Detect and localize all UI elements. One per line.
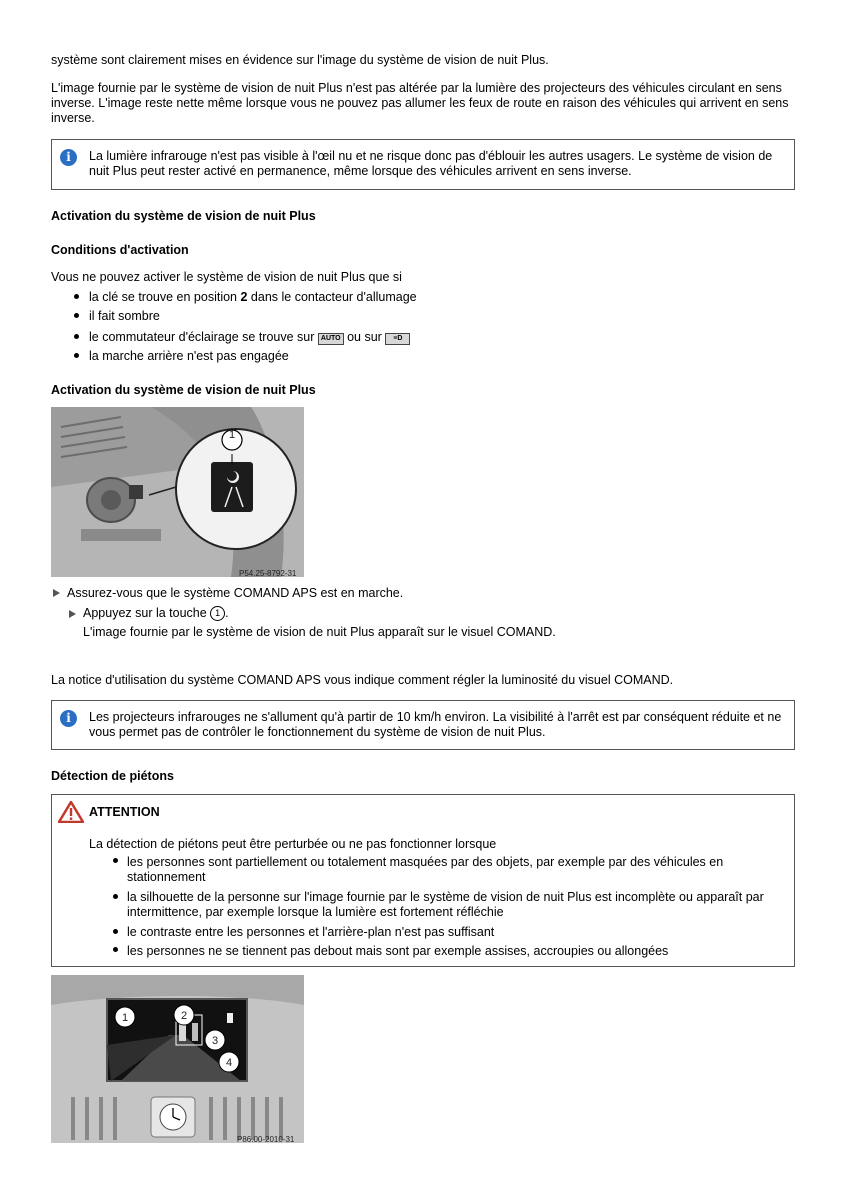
list-item: la marche arrière n'est pas engagée	[89, 349, 289, 363]
figure-code: P54.25-8792-31	[239, 569, 297, 577]
bullet-dot	[113, 894, 118, 899]
subheading: Conditions d'activation	[51, 243, 189, 257]
info-box	[51, 139, 795, 190]
bullet-dot	[74, 334, 79, 339]
warning-triangle-icon	[58, 801, 84, 823]
callout-number: 1	[121, 1012, 129, 1024]
warning-lead: La détection de piétons peut être perturbée ou ne pas fonctionner lorsque	[89, 837, 497, 851]
list-item: les personnes ne se tiennent pas debout mais sont par exemple assises, accroupies ou allongées	[127, 944, 669, 958]
callout-number: 2	[180, 1010, 188, 1022]
section-heading: Activation du système de vision de nuit Plus	[51, 383, 316, 397]
step-text: Appuyez sur la touche 1 .	[83, 606, 229, 620]
warning-box	[51, 794, 795, 967]
figure-code: P86.00-2010-31	[237, 1135, 295, 1143]
info-icon: i	[60, 149, 77, 166]
dashboard-switch-figure	[51, 407, 304, 577]
callout-number: 1	[210, 606, 225, 621]
bullet-dot	[113, 929, 118, 934]
intro-line: système sont clairement mises en évidence sur l'image du système de vision de nuit Plus.	[51, 53, 549, 67]
bullet-dot	[113, 858, 118, 863]
intro-paragraph: L'image fournie par le système de vision de nuit Plus n'est pas altérée par la lumière des projecteurs des véhicules circulant en sens inverse. L'image reste nette même lorsque vous ne pouvez pas allumer les feux de route en raison des véhicules qui arrivent en sens inverse.	[51, 81, 789, 125]
list-item: la clé se trouve en position 2 dans le contacteur d'allumage	[89, 290, 417, 304]
auto-switch-icon: AUTO	[318, 333, 344, 345]
callout-number: 4	[225, 1057, 233, 1069]
bullet-dot	[74, 353, 79, 358]
callout-number: 3	[211, 1035, 219, 1047]
night-view-display-illustration	[51, 975, 304, 1143]
info-box	[51, 700, 795, 750]
callout-number: 1	[228, 429, 236, 441]
bullet-dot	[113, 947, 118, 952]
list-item: le commutateur d'éclairage se trouve sur AUTO ou sur ≡D	[89, 330, 410, 345]
section-heading: Détection de piétons	[51, 769, 174, 783]
info-text: Les projecteurs infrarouges ne s'allument qu'à partir de 10 km/h environ. La visibilité à l'arrêt est par conséquent réduite et ne vous permet pas de contrôler le fonctionnement du système de vision de nuit Plus.	[89, 710, 782, 739]
section-heading: Activation du système de vision de nuit Plus	[51, 209, 316, 223]
dashboard-illustration	[51, 407, 304, 577]
conditions-lead: Vous ne pouvez activer le système de vision de nuit Plus que si	[51, 270, 402, 284]
step-arrow-icon	[53, 589, 60, 597]
note-paragraph: La notice d'utilisation du système COMAND APS vous indique comment régler la luminosité du visuel COMAND.	[51, 673, 674, 687]
info-icon: i	[60, 710, 77, 727]
low-beam-icon: ≡D	[385, 333, 410, 345]
comand-display-figure	[51, 975, 304, 1143]
warning-title: ATTENTION	[89, 805, 160, 819]
step-result: L'image fournie par le système de vision de nuit Plus apparaît sur le visuel COMAND.	[83, 625, 556, 639]
list-item: le contraste entre les personnes et l'arrière-plan n'est pas suffisant	[127, 925, 495, 939]
list-item: la silhouette de la personne sur l'image fournie par le système de vision de nuit Plus est incomplète ou apparaît par intermittence, par exemple lorsque la lumière est fortement réfléchie	[127, 890, 764, 919]
step-arrow-icon	[69, 610, 76, 618]
info-text: La lumière infrarouge n'est pas visible à l'œil nu et ne risque donc pas d'éblouir les autres usagers. Le système de vision de nuit Plus peut rester activé en permanence, même lorsque des véhicules arrivent en sens inverse.	[89, 149, 773, 178]
list-item: les personnes sont partiellement ou totalement masquées par des objets, par exemple par des véhicules en stationnement	[127, 855, 724, 884]
list-item: il fait sombre	[89, 309, 160, 323]
bullet-dot	[74, 294, 79, 299]
bullet-dot	[74, 313, 79, 318]
step-text: Assurez-vous que le système COMAND APS est en marche.	[67, 586, 404, 600]
